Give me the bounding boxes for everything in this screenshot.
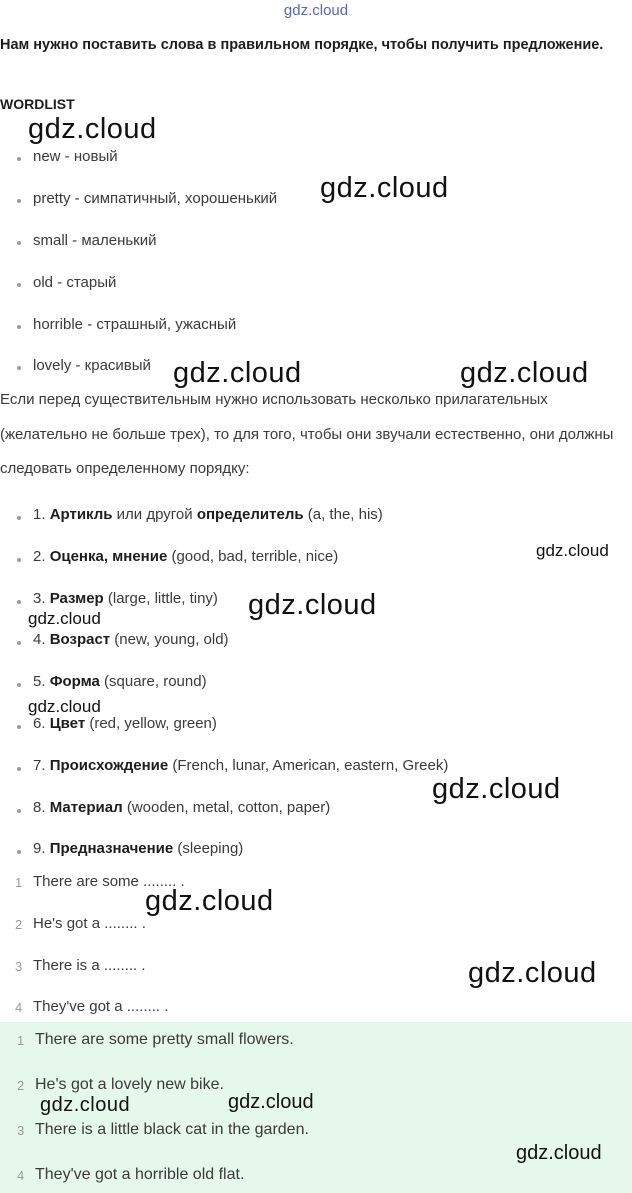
answer-sentence: They've got a horrible old flat. bbox=[35, 1166, 245, 1183]
wordlist-item: pretty - симпатичный, хорошенький bbox=[33, 190, 278, 207]
task-sentence: He's got a ........ . bbox=[33, 915, 146, 932]
watermark: gdz.cloud bbox=[516, 1142, 602, 1164]
watermark: gdz.cloud bbox=[536, 541, 609, 560]
answer-sentence: There are some pretty small flowers. bbox=[35, 1031, 294, 1048]
bullet-icon bbox=[17, 157, 21, 161]
rule-item: 2. Оценка, мнение (good, bad, terrible, nice) bbox=[33, 548, 339, 565]
watermark: gdz.cloud bbox=[468, 957, 597, 989]
bullet-icon bbox=[17, 683, 21, 687]
wordlist-item: small - маленький bbox=[33, 232, 157, 249]
bullet-icon bbox=[17, 241, 21, 245]
bullet-icon bbox=[17, 366, 21, 370]
bullet-icon bbox=[17, 725, 21, 729]
watermark: gdz.cloud bbox=[460, 357, 589, 389]
top-watermark: gdz.cloud bbox=[283, 2, 349, 19]
answer-sentence: He's got a lovely new bike. bbox=[35, 1076, 224, 1093]
task-number: 3 bbox=[15, 959, 23, 974]
answer-number: 3 bbox=[17, 1123, 25, 1138]
task-number: 1 bbox=[15, 875, 23, 890]
bullet-icon bbox=[17, 600, 21, 604]
task-sentence: There is a ........ . bbox=[33, 957, 146, 974]
answer-sentence: There is a little black cat in the garden. bbox=[35, 1121, 309, 1138]
bullet-icon bbox=[17, 809, 21, 813]
rule-item: 1. Артикль или другой определитель (a, the, his) bbox=[33, 506, 383, 523]
bullet-icon bbox=[17, 850, 21, 854]
bullet-icon bbox=[17, 558, 21, 562]
wordlist-item: new - новый bbox=[33, 148, 118, 165]
answer-number: 2 bbox=[17, 1078, 25, 1093]
watermark: gdz.cloud bbox=[28, 697, 101, 716]
wordlist-item: old - старый bbox=[33, 274, 117, 291]
watermark: gdz.cloud bbox=[28, 609, 101, 628]
watermark: gdz.cloud bbox=[432, 773, 561, 805]
wordlist-item: horrible - страшный, ужасный bbox=[33, 316, 237, 333]
rule-item: 5. Форма (square, round) bbox=[33, 673, 207, 690]
watermark: gdz.cloud bbox=[228, 1091, 314, 1113]
task-number: 4 bbox=[15, 1000, 23, 1015]
bullet-icon bbox=[17, 283, 21, 287]
wordlist-title: WORDLIST bbox=[0, 96, 75, 112]
watermark: gdz.cloud bbox=[248, 589, 377, 621]
bullet-icon bbox=[17, 516, 21, 520]
wordlist-item: lovely - красивый bbox=[33, 357, 151, 374]
rule-item: 3. Размер (large, little, tiny) bbox=[33, 590, 218, 607]
rule-item: 7. Происхождение (French, lunar, American, eastern, Greek) bbox=[33, 757, 449, 774]
intro-text: Нам нужно поставить слова в правильном порядке, чтобы получить предложение. bbox=[0, 37, 604, 53]
task-sentence: They've got a ........ . bbox=[33, 998, 169, 1015]
rule-item: 9. Предназначение (sleeping) bbox=[33, 840, 244, 857]
rule-item: 8. Материал (wooden, metal, cotton, paper) bbox=[33, 799, 331, 816]
bullet-icon bbox=[17, 199, 21, 203]
answer-number: 4 bbox=[17, 1168, 25, 1183]
watermark: gdz.cloud bbox=[320, 172, 449, 204]
explanation-paragraph: Если перед существительным нужно использовать несколько прилагательных (желательно не больше трех), то для того, чтобы они звучали естественно, они должны следовать определенному порядку: bbox=[0, 391, 614, 477]
watermark: gdz.cloud bbox=[28, 113, 157, 145]
answer-number: 1 bbox=[17, 1033, 25, 1048]
watermark: gdz.cloud bbox=[40, 1094, 131, 1116]
task-number: 2 bbox=[15, 917, 23, 932]
bullet-icon bbox=[17, 325, 21, 329]
watermark: gdz.cloud bbox=[173, 357, 302, 389]
rule-item: 4. Возраст (new, young, old) bbox=[33, 631, 229, 648]
rule-item: 6. Цвет (red, yellow, green) bbox=[33, 715, 217, 732]
task-sentence: There are some ........ . bbox=[33, 873, 185, 890]
bullet-icon bbox=[17, 641, 21, 645]
watermark: gdz.cloud bbox=[145, 885, 274, 917]
bullet-icon bbox=[17, 767, 21, 771]
